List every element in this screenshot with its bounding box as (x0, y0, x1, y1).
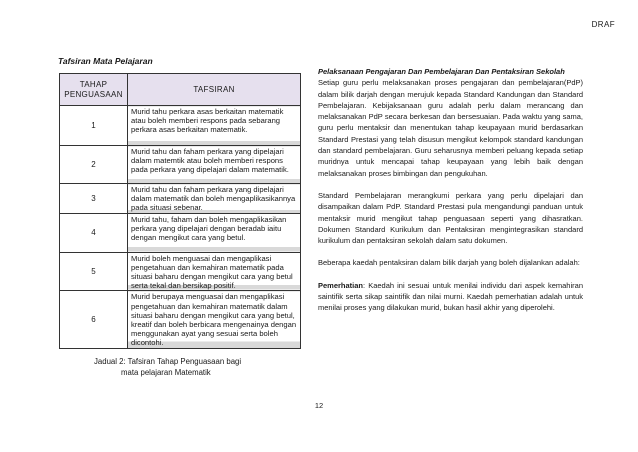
level-cell: 5 (60, 252, 128, 291)
table-caption (94, 356, 241, 378)
level-cell: 2 (60, 146, 128, 184)
paragraph-1: Setiap guru perlu melaksanakan proses pengajaran dan pembelajaran(PdP) dalam bilik darjah dengan merujuk kepada Standard Kandungan dan Standard Pembelajaran. Kebijaksanaan guru adalah perlu dalam merancang dan melaksanakan PdP secara berkesan dan bersesuaian. Pada waktu yang sama, guru perlu mentaksir dan menentukan tahap keupayaan murid berdasarkan Standard Prestasi yang telah disusun mengikut kelompok standard kandungan dan standard pembelajaran. Guru seharusnya memberi peluang kepada setiap muridnya untuk mencapai tahap keupayaan yang lebih baik dengan melaksanakan proses bimbingan dan pengukuhan. (318, 78, 583, 178)
description-cell: Murid tahu, faham dan boleh mengaplikasikan perkara yang dipelajari dengan beradab iaitu dengan mengikut cara yang betul. (128, 213, 301, 252)
paragraph-3: Beberapa kaedah pentaksiran dalam bilik darjah yang boleh dijalankan adalah: (318, 258, 580, 268)
section-title: Tafsiran Mata Pelajaran (58, 56, 153, 66)
table-row (60, 291, 301, 348)
table-row (60, 213, 301, 252)
table-row (60, 184, 301, 214)
paragraph-2: Standard Pembelajaran merangkumi perkara yang perlu dipelajari dan disampaikan dalam PdP. Standard Prestasi pula mengandungi panduan untuk mentaksir murid mengikut tahap penguasaan seperti yang dihasratkan. Dokumen Standard Kurikulum dan Pentaksiran mengintegrasikan standard kurikulum dan pentaksiran sekolah dalam satu dokumen. (318, 190, 583, 246)
description-cell: Murid berupaya menguasai dan mengaplikasi pengetahuan dan kemahiran matematik dalam situasi baharu dengan mengikut cara yang betul, kreatif dan boleh berbicara mengenainya dengan menggunakan ayat yang sesuai serta boleh dicontohi. (128, 291, 301, 348)
tafsiran-table (59, 73, 301, 349)
pemerhatian-label: Pemerhatian (318, 280, 364, 290)
paragraph-4 (318, 280, 583, 314)
pemerhatian-text: : Kaedah ini sesuai untuk menilai individu dari aspek kemahiran saintifik serta sikap saintifik dan nilai murni. Kaedah pemerhatian adalah untuk menilai proses yang dilakukan murid, bukan hasil akhir yang diperolehi. (318, 280, 583, 313)
description-cell: Murid tahu perkara asas berkaitan matematik atau boleh memberi respons pada sebarang perkara asas berkaitan matematik. (128, 106, 301, 146)
level-cell: 3 (60, 184, 128, 214)
description-cell: Murid tahu dan faham perkara yang dipelajari dalam matemtik atau boleh memberi respons pada perkara yang dipelajari dalam matematik. (128, 146, 301, 184)
table-row (60, 106, 301, 146)
section-heading: Pelaksanaan Pengajaran Dan Pembelajaran Dan Pentaksiran Sekolah (318, 67, 565, 76)
description-cell: Murid boleh menguasai dan mengaplikasi pengetahuan dan kemahiran matematik pada situasi baharu dengan mengikut cara yang betul serta tekal dan bersikap positif. (128, 252, 301, 291)
level-cell: 6 (60, 291, 128, 348)
caption-line-2: mata pelajaran Matematik (121, 368, 211, 377)
table-header-row (60, 74, 301, 106)
caption-line-1: Jadual 2: Tafsiran Tahap Penguasaan bagi (94, 357, 242, 366)
level-cell: 1 (60, 106, 128, 146)
header-tahap-penguasaan: TAHAP PENGUASAAN (60, 74, 128, 106)
table-row (60, 252, 301, 291)
level-cell: 4 (60, 213, 128, 252)
header-tafsiran: TAFSIRAN (128, 74, 301, 106)
right-column (318, 66, 583, 314)
draft-label: DRAF (591, 20, 615, 29)
description-cell: Murid tahu dan faham perkara yang dipelajari dalam matematik dan boleh mengaplikasikannya pada situasi sebenar. (128, 184, 301, 214)
table-row (60, 146, 301, 184)
page-number: 12 (314, 401, 324, 410)
